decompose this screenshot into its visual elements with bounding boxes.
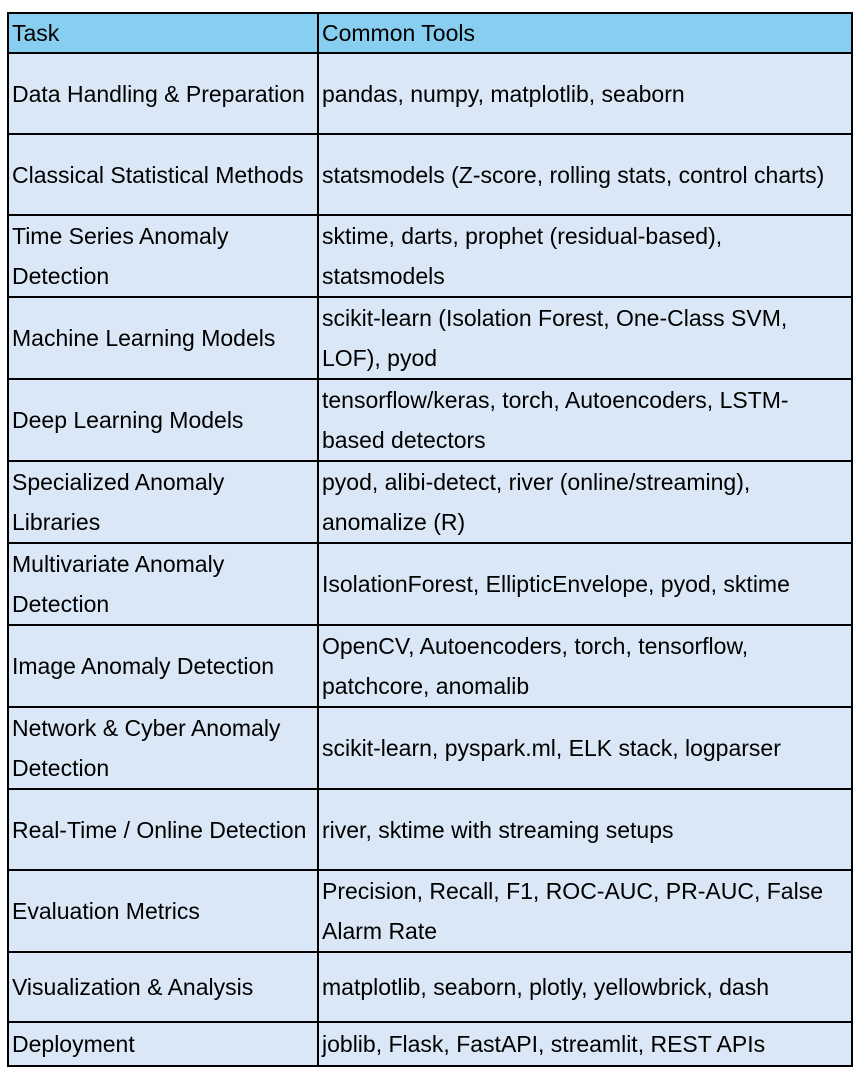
tools-cell: tensorflow/keras, torch, Autoencoders, LSTM-based detectors (318, 379, 852, 461)
header-task: Task (8, 13, 318, 53)
table-row (8, 952, 852, 1022)
table-row (8, 707, 852, 789)
tools-cell: statsmodels (Z-score, rolling stats, control charts) (318, 134, 852, 215)
tools-table (7, 12, 853, 1067)
table-row (8, 461, 852, 543)
table-row (8, 870, 852, 952)
task-cell: Multivariate Anomaly Detection (8, 543, 318, 625)
tools-cell: IsolationForest, EllipticEnvelope, pyod, sktime (318, 543, 852, 625)
task-cell: Classical Statistical Methods (8, 134, 318, 215)
table-row (8, 297, 852, 379)
tools-cell: sktime, darts, prophet (residual-based), statsmodels (318, 215, 852, 297)
tools-cell: scikit-learn, pyspark.ml, ELK stack, logparser (318, 707, 852, 789)
table-row (8, 1022, 852, 1066)
task-cell: Real-Time / Online Detection (8, 789, 318, 870)
tools-cell: joblib, Flask, FastAPI, streamlit, REST APIs (318, 1022, 852, 1066)
header-common-tools: Common Tools (318, 13, 852, 53)
tools-cell: pandas, numpy, matplotlib, seaborn (318, 53, 852, 134)
task-cell: Machine Learning Models (8, 297, 318, 379)
tools-cell: Precision, Recall, F1, ROC-AUC, PR-AUC, False Alarm Rate (318, 870, 852, 952)
tools-cell: OpenCV, Autoencoders, torch, tensorflow, patchcore, anomalib (318, 625, 852, 707)
table-header-row (8, 13, 852, 53)
task-cell: Network & Cyber Anomaly Detection (8, 707, 318, 789)
tools-cell: matplotlib, seaborn, plotly, yellowbrick, dash (318, 952, 852, 1022)
task-cell: Image Anomaly Detection (8, 625, 318, 707)
table-row (8, 215, 852, 297)
tools-table-container (7, 12, 851, 1067)
task-cell: Time Series Anomaly Detection (8, 215, 318, 297)
table-row (8, 53, 852, 134)
table-row (8, 543, 852, 625)
task-cell: Deep Learning Models (8, 379, 318, 461)
tools-cell: scikit-learn (Isolation Forest, One-Class SVM, LOF), pyod (318, 297, 852, 379)
task-cell: Deployment (8, 1022, 318, 1066)
task-cell: Visualization & Analysis (8, 952, 318, 1022)
task-cell: Evaluation Metrics (8, 870, 318, 952)
table-row (8, 379, 852, 461)
task-cell: Specialized Anomaly Libraries (8, 461, 318, 543)
table-row (8, 134, 852, 215)
task-cell: Data Handling & Preparation (8, 53, 318, 134)
tools-cell: pyod, alibi-detect, river (online/streaming), anomalize (R) (318, 461, 852, 543)
tools-cell: river, sktime with streaming setups (318, 789, 852, 870)
table-row (8, 789, 852, 870)
table-row (8, 625, 852, 707)
